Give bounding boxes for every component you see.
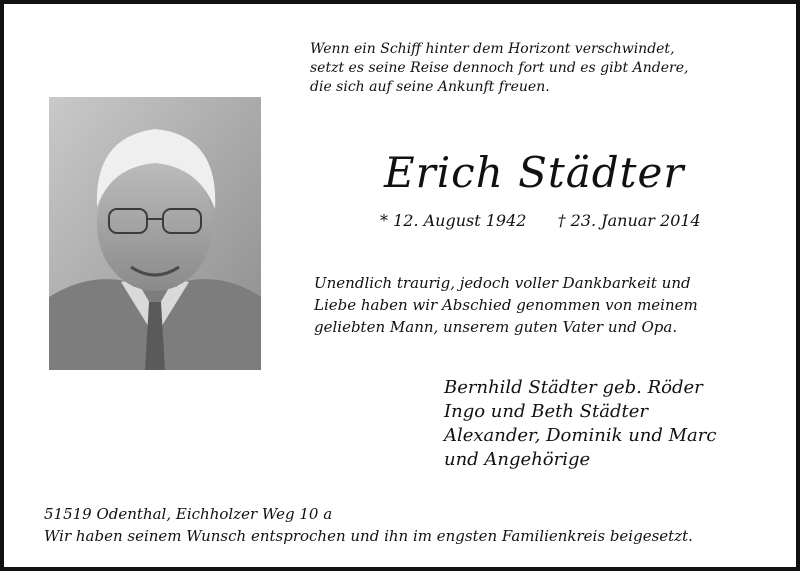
- message-line: Unendlich traurig, jedoch voller Dankbarkeit und: [314, 274, 691, 292]
- mourning-message: [314, 272, 770, 338]
- quote-line: die sich auf seine Ankunft freuen.: [310, 79, 550, 95]
- portrait-photo: [49, 97, 261, 370]
- memorial-quote: [310, 40, 770, 97]
- quote-line: setzt es seine Reise dennoch fort und es gibt Andere,: [310, 60, 689, 76]
- mourner-line: und Angehörige: [444, 449, 591, 470]
- portrait-photo-drawing: [49, 97, 261, 370]
- deceased-name: Erich Städter: [384, 148, 685, 197]
- message-line: Liebe haben wir Abschied genommen von meinem: [314, 296, 698, 314]
- mourner-line: Bernhild Städter geb. Röder: [444, 377, 703, 398]
- birth-date: * 12. August 1942: [380, 211, 527, 230]
- death-date: † 23. Januar 2014: [557, 211, 701, 230]
- mourner-line: Ingo und Beth Städter: [444, 401, 648, 422]
- quote-line: Wenn ein Schiff hinter dem Horizont verschwindet,: [310, 41, 675, 57]
- burial-note: Wir haben seinem Wunsch entsprochen und ihn im engsten Familienkreis beigesetzt.: [44, 527, 693, 545]
- message-line: geliebten Mann, unserem guten Vater und Opa.: [314, 318, 678, 336]
- mourners-list: [444, 376, 774, 472]
- family-address: 51519 Odenthal, Eichholzer Weg 10 a: [44, 505, 333, 523]
- mourner-line: Alexander, Dominik und Marc: [444, 425, 717, 446]
- life-dates: [380, 210, 760, 232]
